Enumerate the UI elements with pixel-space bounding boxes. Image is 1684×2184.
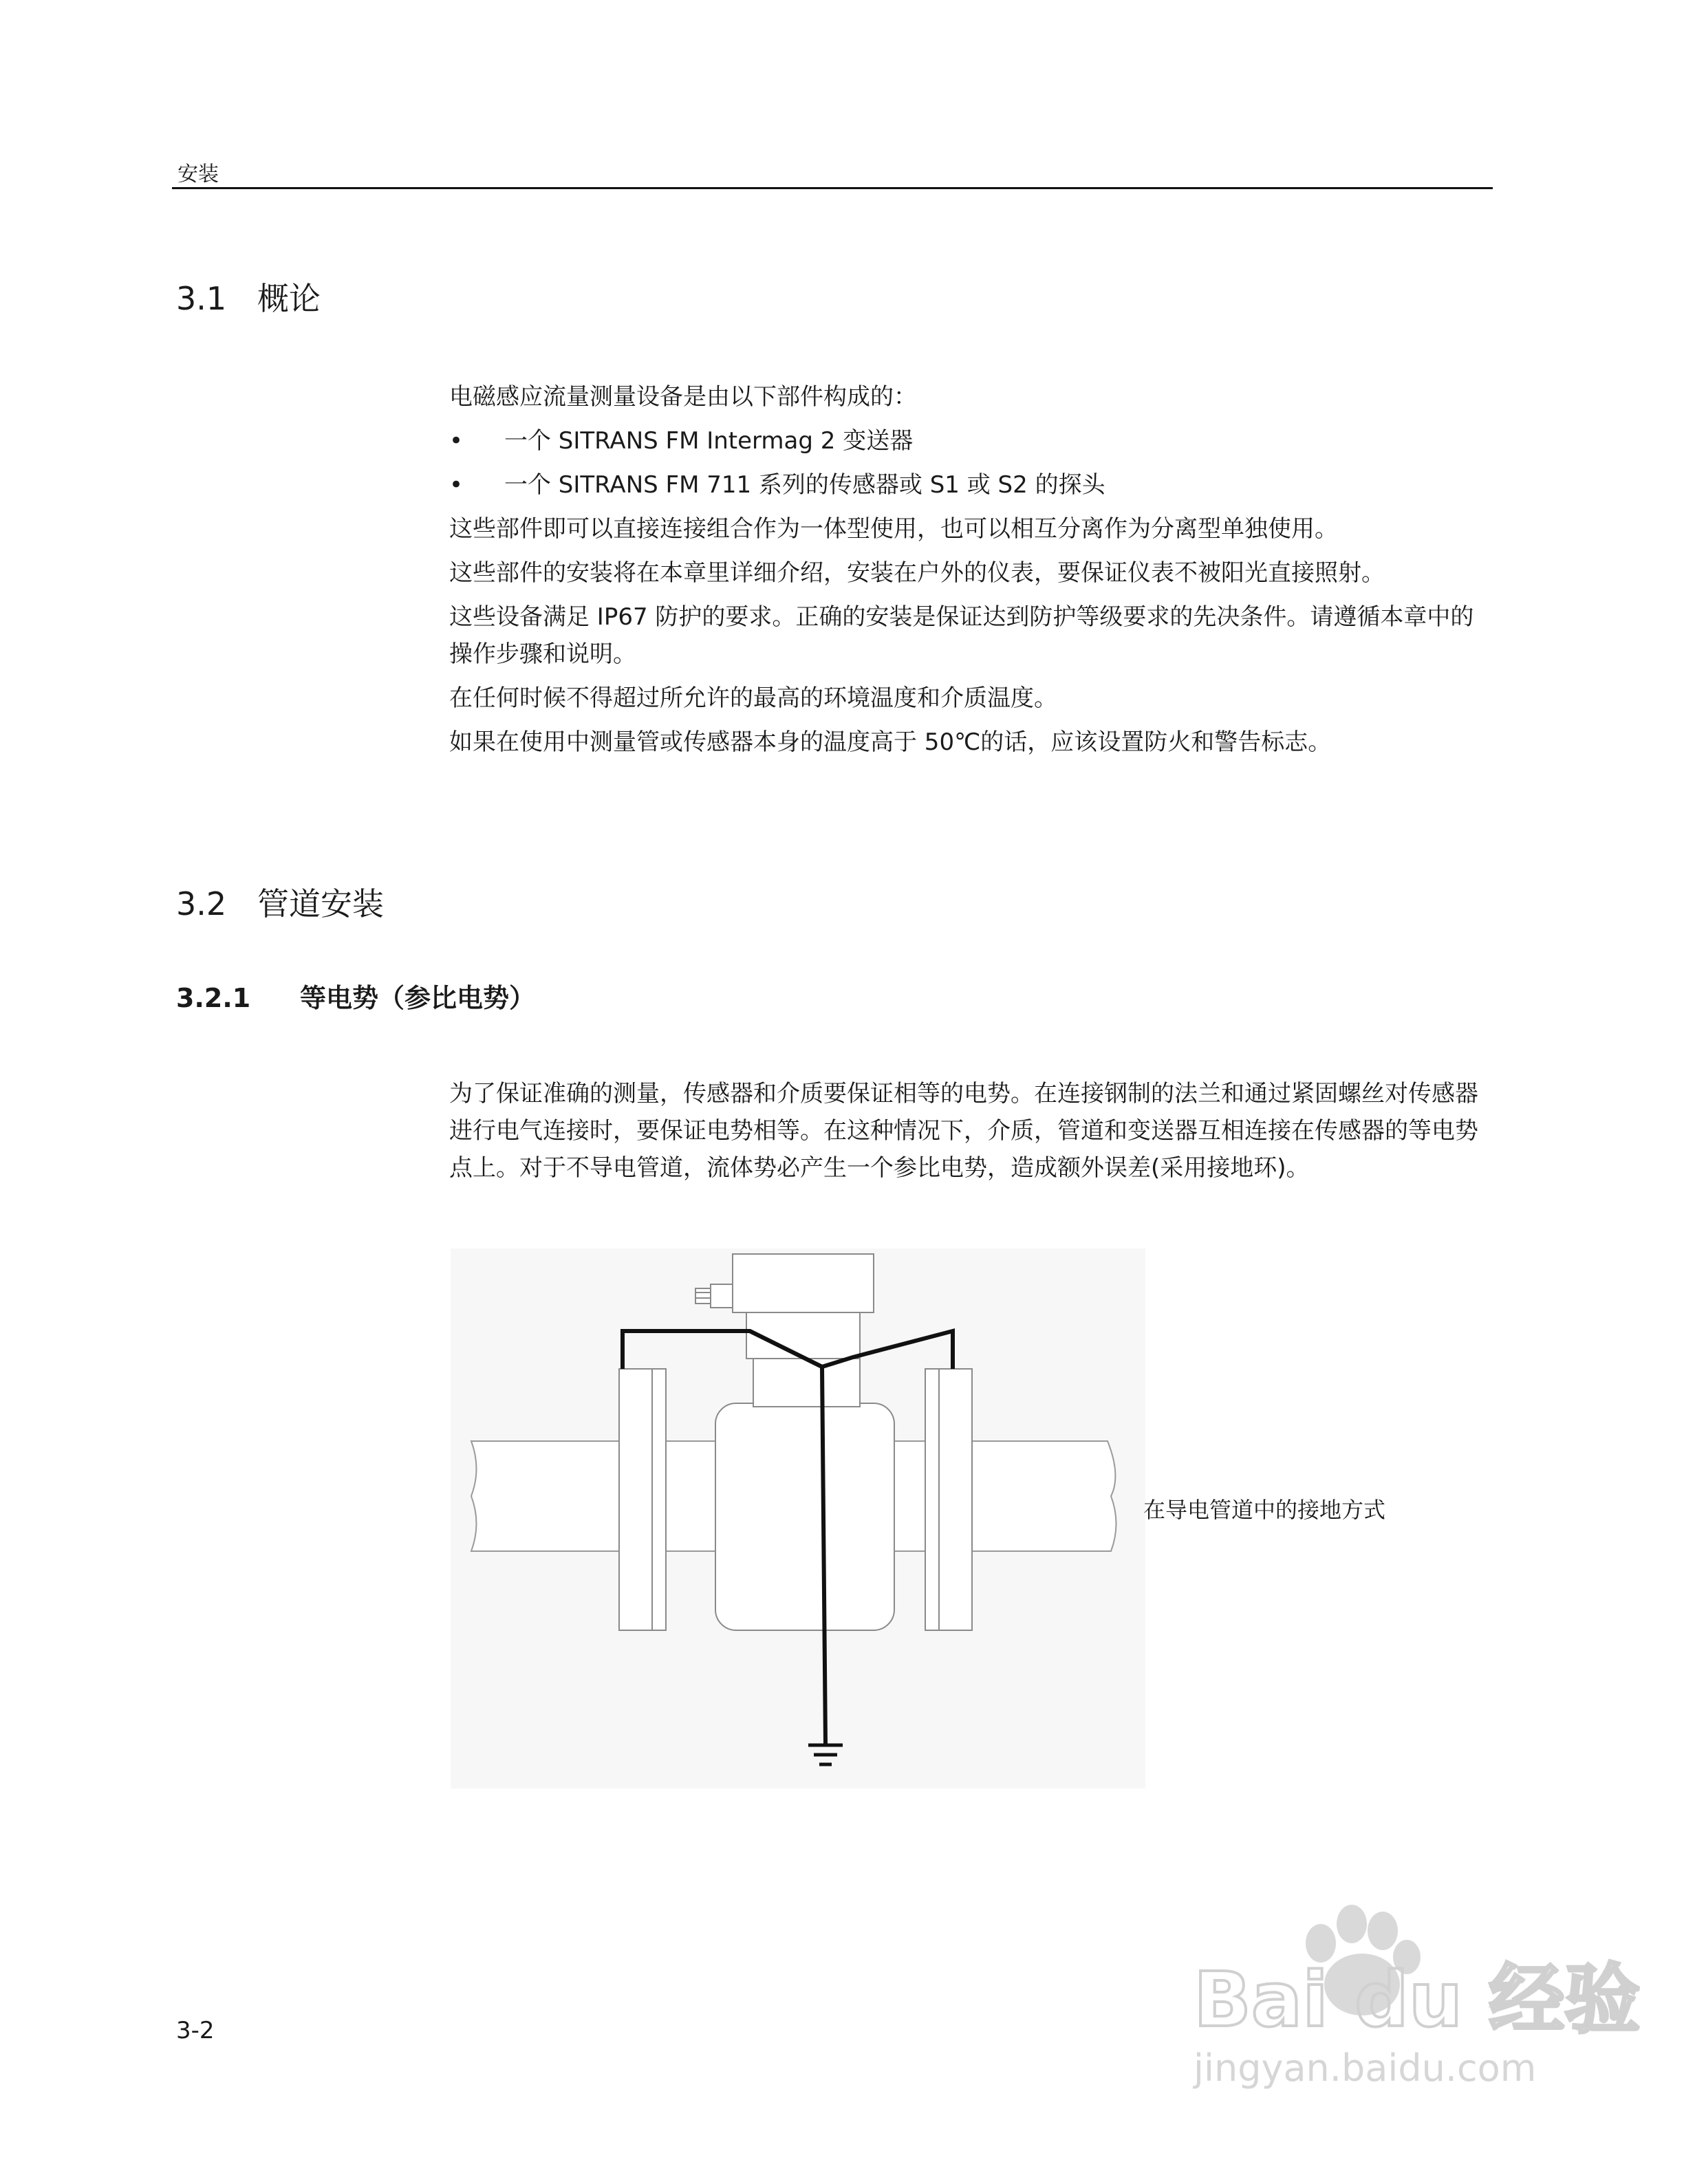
page-number: 3-2 [176, 2017, 215, 2044]
header-divider [172, 187, 1493, 189]
section-3-1-heading [176, 274, 321, 319]
paragraph: 在任何时候不得超过所允许的最高的环境温度和介质温度。 [449, 684, 1057, 712]
bullet-glyph: • [449, 427, 464, 455]
list-item-text: 一个 SITRANS FM Intermag 2 变送器 [504, 427, 914, 455]
list-item [449, 422, 1493, 459]
section-number: 3.1 [176, 280, 227, 317]
paragraph: 如果在使用中测量管或传感器本身的温度高于 50℃的话，应该设置防火和警告标志。 [449, 728, 1332, 756]
subsection-title: 等电势（参比电势） [300, 983, 536, 1013]
watermark-brand: Bai du 经验 [1194, 1956, 1641, 2044]
section-3-2-1-body [449, 1075, 1493, 1187]
paragraph: 这些部件即可以直接连接组合作为一体型使用，也可以相互分离作为分离型单独使用。 [449, 515, 1338, 543]
intro-paragraph: 电磁感应流量测量设备是由以下部件构成的： [449, 383, 917, 411]
subsection-number: 3.2.1 [176, 983, 251, 1013]
paragraph: 为了保证准确的测量，传感器和介质要保证相等的电势。在连接钢制的法兰和通过紧固螺丝对传感器进行电气连接时，要保证电势相等。在这种情况下，介质，管道和变送器互相连接在传感器的等电势点上。对于不导电管道，流体势必产生一个参比电势，造成额外误差(采用接地环)。 [449, 1080, 1478, 1182]
list-item [449, 466, 1493, 504]
right-flange [925, 1369, 972, 1630]
section-number: 3.2 [176, 885, 227, 922]
section-3-2-1-heading [176, 977, 535, 1015]
baidu-watermark-logo [1180, 1895, 1641, 2095]
paragraph: 这些部件的安装将在本章里详细介绍，安装在户外的仪表，要保证仪表不被阳光直接照射。 [449, 559, 1385, 587]
section-3-2-heading [176, 879, 384, 925]
bullet-glyph: • [449, 471, 464, 499]
figure-caption: 在导电管道中的接地方式 [1143, 1497, 1386, 1523]
section-title: 管道安装 [257, 885, 384, 922]
paragraph: 这些设备满足 IP67 防护的要求。正确的安装是保证达到防护等级要求的先决条件。请遵循本章中的操作步骤和说明。 [449, 603, 1474, 668]
grounding-diagram [451, 1248, 1145, 1788]
watermark-url: jingyan.baidu.com [1194, 2046, 1537, 2090]
section-title: 概论 [257, 280, 321, 317]
left-flange [619, 1369, 666, 1630]
running-header: 安装 [177, 162, 219, 186]
list-item-text: 一个 SITRANS FM 711 系列的传感器或 S1 或 S2 的探头 [504, 471, 1105, 499]
section-3-1-body [449, 378, 1493, 768]
